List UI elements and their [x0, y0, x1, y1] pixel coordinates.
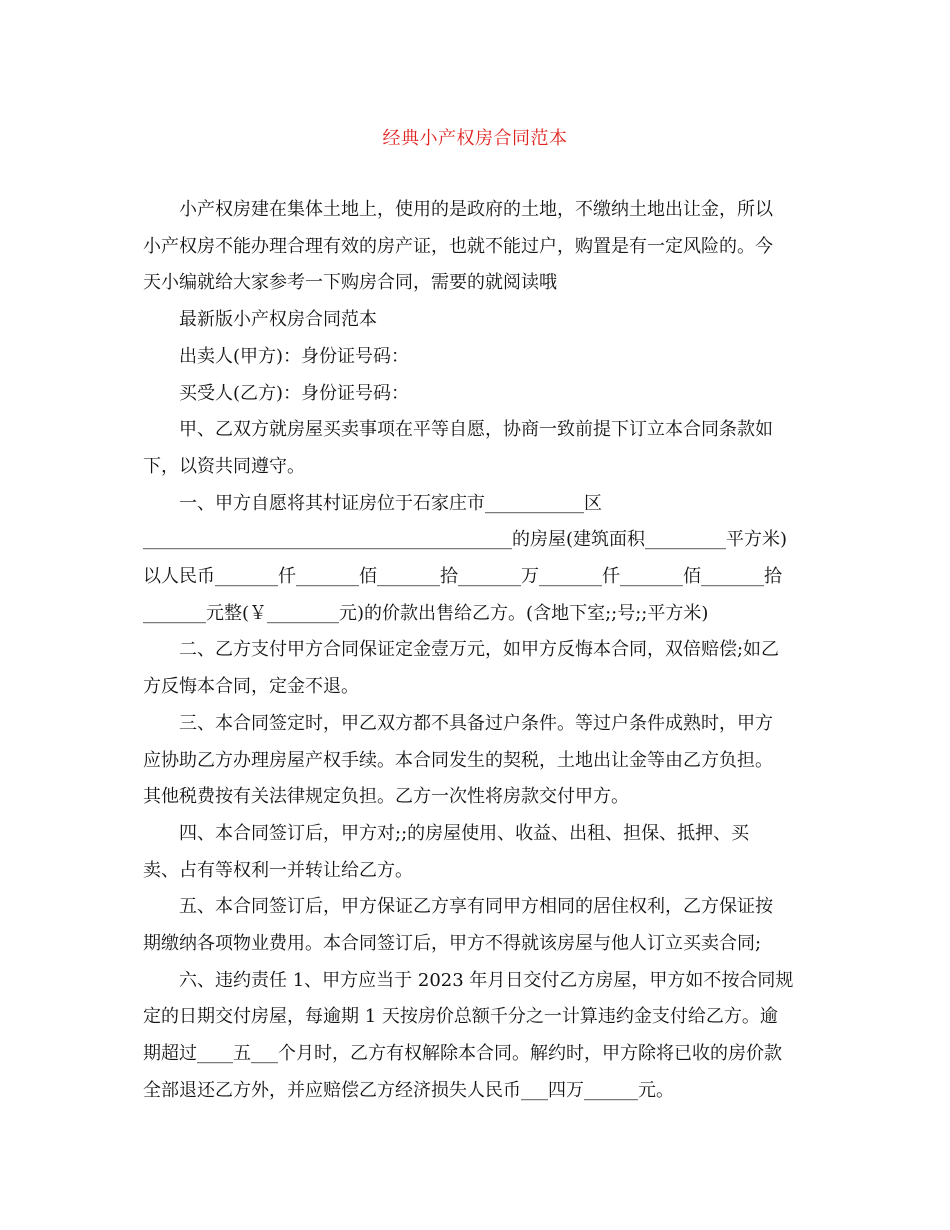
paragraph-preamble — [143, 412, 807, 485]
document-body — [143, 192, 807, 1110]
paragraph-line: 以人民币_______仟_______佰_______拾_______万_______仟_______佰_______拾 — [143, 566, 782, 588]
document-title: 经典小产权房合同范本 — [382, 128, 568, 149]
paragraph-line: 甲、乙双方就房屋买卖事项在平等自愿，协商一致前提下订立本合同条款如 — [179, 419, 773, 441]
paragraph-clause-6 — [143, 963, 807, 1110]
paragraph-line: 定的日期交付房屋，每逾期 1 天按房价总额千分之一计算违约金支付给乙方。逾 — [143, 1006, 778, 1028]
paragraph-line: 应协助乙方办理房屋产权手续。本合同发生的契税，土地出让金等由乙方负担。 — [143, 749, 773, 771]
paragraph-line: 全部退还乙方外，并应赔偿乙方经济损失人民币___四万______元。 — [143, 1079, 674, 1101]
paragraph-line: _________________________________________的房屋(建筑面积_________平方米) — [143, 529, 788, 551]
paragraph-line: 最新版小产权房合同范本 — [179, 309, 377, 331]
paragraph-line: 三、本合同签定时，甲乙双方都不具备过户条件。等过户条件成熟时，甲方 — [179, 712, 773, 734]
paragraph-contract-heading — [143, 302, 807, 339]
paragraph-clause-2 — [143, 632, 807, 705]
paragraph-line: _______元整(￥________元)的价款出售给乙方。(含地下室;;号;;平方米) — [143, 602, 709, 624]
paragraph-line: 一、甲方自愿将其村证房位于石家庄市___________区 — [179, 492, 602, 514]
paragraph-line: 买受人(乙方)：身份证号码： — [179, 382, 410, 404]
paragraph-line: 天小编就给大家参考一下购房合同，需要的就阅读哦 — [143, 272, 557, 294]
paragraph-line: 期缴纳各项物业费用。本合同签订后，甲方不得就该房屋与他人订立买卖合同; — [143, 933, 762, 955]
paragraph-seller — [143, 339, 807, 376]
paragraph-line: 小产权房建在集体土地上，使用的是政府的土地，不缴纳土地出让金，所以 — [179, 199, 773, 220]
paragraph-buyer — [143, 376, 807, 413]
paragraph-line: 其他税费按有关法律规定负担。乙方一次性将房款交付甲方。 — [143, 786, 629, 808]
paragraph-clause-3 — [143, 706, 807, 816]
paragraph-clause-1 — [143, 486, 807, 633]
paragraph-line: 方反悔本合同，定金不退。 — [143, 676, 359, 698]
paragraph-clause-4 — [143, 816, 807, 889]
paragraph-line: 期超过____五___个月时，乙方有权解除本合同。解约时，甲方除将已收的房价款 — [143, 1043, 782, 1065]
paragraph-intro — [143, 192, 807, 302]
paragraph-line: 四、本合同签订后，甲方对;;的房屋使用、收益、出租、担保、抵押、买 — [179, 822, 750, 844]
paragraph-line: 二、乙方支付甲方合同保证定金壹万元，如甲方反悔本合同，双倍赔偿;如乙 — [179, 639, 780, 661]
paragraph-line: 卖、占有等权利一并转让给乙方。 — [143, 859, 413, 881]
paragraph-clause-5 — [143, 889, 807, 962]
paragraph-line: 六、违约责任 1、甲方应当于 2023 年月日交付乙方房屋，甲方如不按合同规 — [179, 969, 794, 991]
paragraph-line: 小产权房不能办理合理有效的房产证，也就不能过户，购置是有一定风险的。今 — [143, 235, 773, 257]
paragraph-line: 出卖人(甲方)：身份证号码： — [179, 345, 410, 367]
paragraph-line: 五、本合同签订后，甲方保证乙方享有同甲方相同的居住权利，乙方保证按 — [179, 896, 773, 918]
paragraph-line: 下，以资共同遵守。 — [143, 455, 305, 477]
